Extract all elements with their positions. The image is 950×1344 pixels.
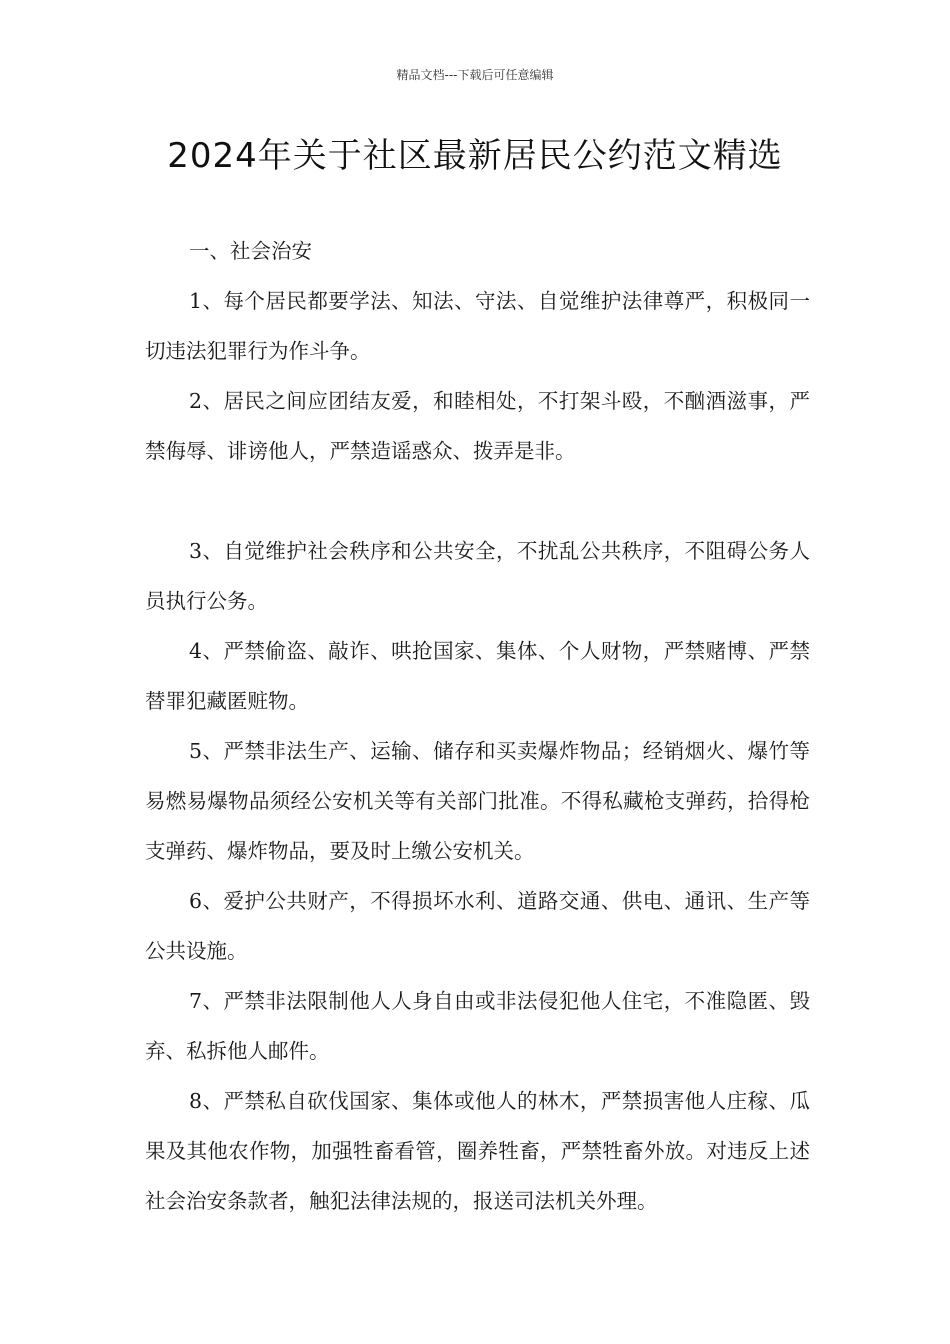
- paragraph-1: 1、每个居民都要学法、知法、守法、自觉维护法律尊严，积极同一切违法犯罪行为作斗争。: [145, 289, 810, 363]
- paragraph-5: 5、严禁非法生产、运输、储存和买卖爆炸物品；经销烟火、爆竹等易燃易爆物品须经公安机关等有关部门批准。不得私藏枪支弹药，拾得枪支弹药、爆炸物品，要及时上缴公安机关。: [145, 739, 810, 863]
- document-title: 2024年关于社区最新居民公约范文精选: [167, 136, 783, 176]
- section-heading: 一、社会治安: [189, 239, 312, 263]
- paragraph-2: 2、居民之间应团结友爱，和睦相处，不打架斗殴，不酗酒滋事，严禁侮辱、诽谤他人，严禁造谣惑众、拨弄是非。: [145, 389, 810, 463]
- paragraph-4: 4、严禁偷盗、敲诈、哄抢国家、集体、个人财物，严禁赌博、严禁替罪犯藏匿赃物。: [145, 639, 810, 713]
- header-note: 精品文档---下载后可任意编辑: [396, 68, 554, 82]
- paragraph-7: 7、严禁非法限制他人人身自由或非法侵犯他人住宅，不准隐匿、毁弃、私拆他人邮件。: [145, 989, 810, 1063]
- paragraph-8: 8、严禁私自砍伐国家、集体或他人的林木，严禁损害他人庄稼、瓜果及其他农作物，加强牲畜看管，圈养牲畜，严禁牲畜外放。对违反上述社会治安条款者，触犯法律法规的，报送司法机关外理。: [145, 1089, 810, 1213]
- paragraph-3: 3、自觉维护社会秩序和公共安全，不扰乱公共秩序，不阻碍公务人员执行公务。: [145, 539, 810, 613]
- paragraph-6: 6、爱护公共财产，不得损坏水利、道路交通、供电、通讯、生产等公共设施。: [145, 889, 810, 963]
